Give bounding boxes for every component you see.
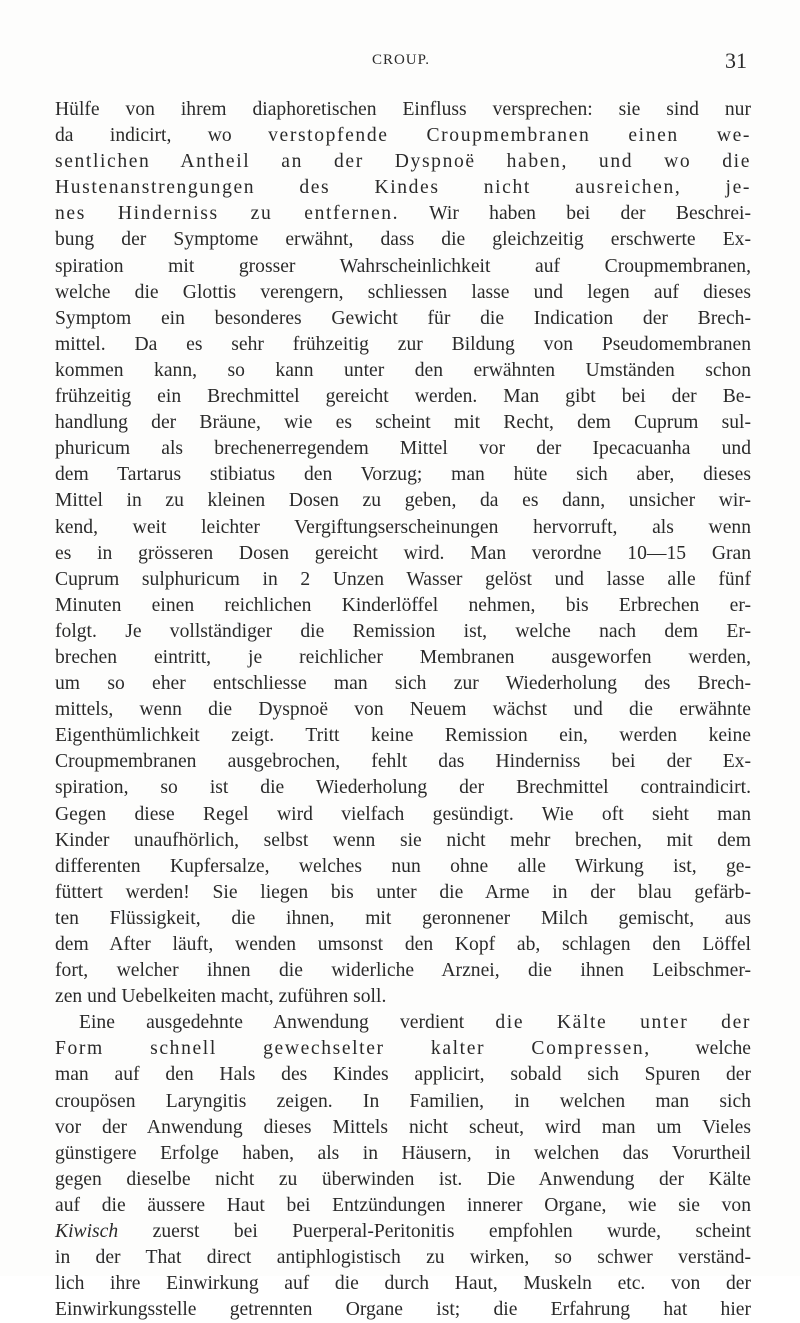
text-line bbox=[55, 671, 751, 697]
page-number: 31 bbox=[725, 48, 747, 73]
text-line bbox=[55, 436, 751, 462]
emphasis-spaced: Hustenanstrengungen des Kindes nicht ausreichen, je- bbox=[55, 177, 751, 199]
text-line bbox=[55, 1115, 751, 1141]
text-line bbox=[55, 1036, 751, 1062]
text-line bbox=[55, 149, 751, 175]
text-run: Mittel in zu kleinen Dosen zu geben, da es dann, unsicher wir- bbox=[55, 490, 751, 512]
text-run: man auf den Hals des Kindes applicirt, sobald sich Spuren der bbox=[55, 1064, 751, 1086]
running-head bbox=[55, 48, 747, 72]
text-line bbox=[55, 932, 751, 958]
text-line bbox=[55, 541, 751, 567]
text-run: welche die Glottis verengern, schliessen lasse und legen auf dieses bbox=[55, 281, 751, 303]
emphasis-italic: Kiwisch bbox=[55, 1221, 119, 1243]
text-run: in der That direct antiphlogistisch zu wirken, so schwer verständ- bbox=[55, 1247, 751, 1269]
text-line bbox=[55, 1010, 751, 1036]
text-line bbox=[55, 123, 751, 149]
text-run: auf die äussere Haut bei Entzündungen innerer Organe, wie sie von bbox=[55, 1194, 751, 1216]
text-run: gegen dieselbe nicht zu überwinden ist. Die Anwendung der Kälte bbox=[55, 1168, 751, 1190]
text-run: dem After läuft, wenden umsonst den Kopf ab, schlagen den Löffel bbox=[55, 934, 751, 955]
text-run: mittel. Da es sehr frühzeitig zur Bildung von Pseudomembranen bbox=[55, 333, 751, 355]
text-run: Croupmembranen ausgebrochen, fehlt das Hinderniss bei der Ex- bbox=[55, 751, 751, 773]
text-line bbox=[55, 175, 751, 201]
text-run: kend, weit leichter Vergiftungserscheinungen hervorruft, als wenn bbox=[55, 516, 751, 538]
text-line bbox=[55, 1271, 751, 1297]
emphasis-spaced: sentlichen Antheil an der Dyspnoë haben, und wo die bbox=[55, 151, 751, 173]
text-line bbox=[55, 384, 751, 410]
text-line bbox=[55, 488, 751, 514]
text-line bbox=[55, 1193, 751, 1219]
text-run: bung der Symptome erwähnt, dass die gleichzeitig erschwerte Ex- bbox=[55, 229, 751, 251]
text-line bbox=[55, 1089, 751, 1115]
text-run: vor der Anwendung dieses Mittels nicht scheut, wird man um Vieles bbox=[55, 1116, 751, 1138]
text-run: kommen kann, so kann unter den erwähnten Umständen schon bbox=[55, 359, 751, 381]
text-line bbox=[55, 802, 751, 828]
text-line bbox=[55, 1141, 751, 1167]
text-line bbox=[55, 462, 751, 488]
text-run: folgt. Je vollständiger die Remission ist, welche nach dem Er- bbox=[55, 620, 751, 642]
body-text bbox=[55, 97, 751, 1323]
text-run: Gegen diese Regel wird vielfach gesündigt. Wie oft sieht man bbox=[55, 803, 751, 825]
text-run: Hülfe von ihrem diaphoretischen Einfluss versprechen: sie sind nur bbox=[55, 99, 751, 120]
text-run: spiration, so ist die Wiederholung der Brechmittel contraindicirt. bbox=[55, 777, 751, 799]
text-run: da indicirt, wo bbox=[55, 125, 269, 147]
text-line bbox=[55, 567, 751, 593]
text-line bbox=[55, 201, 751, 227]
text-run: welche bbox=[650, 1038, 751, 1060]
text-line bbox=[55, 828, 751, 854]
text-run: um so eher entschliesse man sich zur Wiederholung des Brech- bbox=[55, 673, 751, 695]
text-line bbox=[55, 645, 751, 671]
text-line bbox=[55, 254, 751, 280]
text-run: Minuten einen reichlichen Kinderlöffel nehmen, bis Erbrechen er- bbox=[55, 594, 751, 616]
text-line bbox=[55, 723, 751, 749]
text-line bbox=[55, 515, 751, 541]
text-line bbox=[55, 306, 751, 332]
text-run: Eine ausgedehnte Anwendung verdient bbox=[79, 1012, 496, 1034]
text-run: Kinder unaufhörlich, selbst wenn sie nicht mehr brechen, mit dem bbox=[55, 829, 751, 851]
text-run: dem Tartarus stibiatus den Vorzug; man hüte sich aber, dieses bbox=[55, 464, 751, 486]
text-run: croupösen Laryngitis zeigen. In Familien, in welchen man sich bbox=[55, 1090, 751, 1112]
text-run: zen und Uebelkeiten macht, zuführen soll. bbox=[55, 986, 387, 1008]
emphasis-spaced: nes Hinderniss zu entfernen. bbox=[55, 203, 400, 225]
text-run: Cuprum sulphuricum in 2 Unzen Wasser gelöst und lasse alle fünf bbox=[55, 568, 751, 590]
text-run: günstigere Erfolge haben, als in Häusern, in welchen das Vorurtheil bbox=[55, 1142, 751, 1164]
text-line bbox=[55, 958, 751, 984]
text-line bbox=[55, 280, 751, 306]
text-line bbox=[55, 97, 751, 123]
text-run: füttert werden! Sie liegen bis unter die Arme in der blau gefärb- bbox=[55, 881, 751, 903]
text-run: zuerst bei Puerperal-Peritonitis empfohlen wurde, scheint bbox=[118, 1221, 751, 1243]
text-run: Symptom ein besonderes Gewicht für die Indication der Brech- bbox=[55, 307, 751, 329]
text-line bbox=[55, 880, 751, 906]
running-title: CROUP. bbox=[371, 52, 431, 68]
text-run: Einwirkungsstelle getrennten Organe ist; die Erfahrung hat hier bbox=[55, 1299, 751, 1321]
text-run: ten Flüssigkeit, die ihnen, mit geronnener Milch gemischt, aus bbox=[55, 907, 751, 929]
text-run: Wir haben bei der Beschrei- bbox=[399, 203, 751, 225]
text-line bbox=[55, 1062, 751, 1088]
text-line bbox=[55, 1167, 751, 1193]
text-run: mittels, wenn die Dyspnoë von Neuem wächst und die erwähnte bbox=[55, 699, 751, 721]
text-line bbox=[55, 410, 751, 436]
emphasis-spaced: verstopfende Croupmembranen einen we- bbox=[268, 125, 751, 147]
text-line bbox=[55, 1245, 751, 1271]
text-run: fort, welcher ihnen die widerliche Arznei, die ihnen Leibschmer- bbox=[55, 960, 751, 982]
text-run: lich ihre Einwirkung auf die durch Haut, Muskeln etc. von der bbox=[55, 1273, 751, 1295]
text-run: phuricum als brechenerregendem Mittel vor der Ipecacuanha und bbox=[55, 438, 751, 460]
text-line bbox=[55, 332, 751, 358]
text-line bbox=[55, 984, 751, 1010]
text-line bbox=[55, 593, 751, 619]
text-line bbox=[55, 749, 751, 775]
text-line bbox=[55, 1219, 751, 1245]
text-line bbox=[55, 775, 751, 801]
emphasis-spaced: die Kälte unter der bbox=[495, 1012, 751, 1034]
text-line bbox=[55, 227, 751, 253]
text-run: frühzeitig ein Brechmittel gereicht werden. Man gibt bei der Be- bbox=[55, 386, 751, 408]
text-line bbox=[55, 619, 751, 645]
text-line bbox=[55, 697, 751, 723]
text-line bbox=[55, 906, 751, 932]
text-line bbox=[55, 854, 751, 880]
text-line bbox=[55, 1297, 751, 1323]
text-run: es in grösseren Dosen gereicht wird. Man verordne 10—15 Gran bbox=[55, 542, 751, 564]
text-run: Eigenthümlichkeit zeigt. Tritt keine Remission ein, werden keine bbox=[55, 725, 751, 747]
text-run: differenten Kupfersalze, welches nun ohne alle Wirkung ist, ge- bbox=[55, 855, 751, 877]
text-run: brechen eintritt, je reichlicher Membranen ausgeworfen werden, bbox=[55, 646, 751, 668]
text-run: handlung der Bräune, wie es scheint mit Recht, dem Cuprum sul- bbox=[55, 412, 751, 434]
text-run: spiration mit grosser Wahrscheinlichkeit auf Croupmembranen, bbox=[55, 255, 751, 277]
text-line bbox=[55, 358, 751, 384]
emphasis-spaced: Form schnell gewechselter kalter Compressen, bbox=[55, 1038, 651, 1060]
